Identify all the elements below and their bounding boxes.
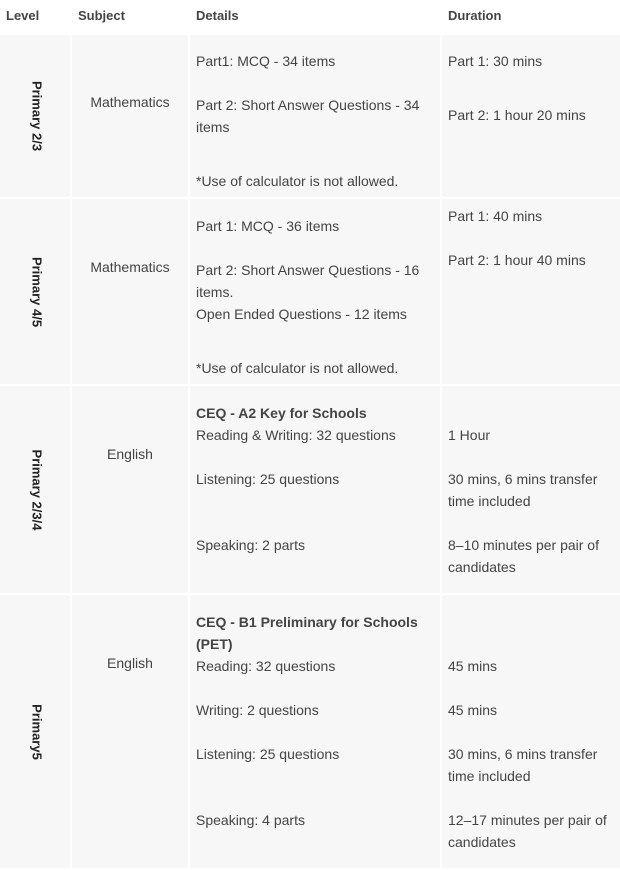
subject-label: Mathematics bbox=[90, 259, 170, 275]
details-line: Open Ended Questions - 12 items bbox=[196, 306, 407, 322]
details-line: Reading: 32 questions bbox=[196, 658, 336, 674]
duration-line: 8–10 minutes per pair of bbox=[448, 537, 599, 553]
details-title: (PET) bbox=[196, 636, 233, 652]
details-cell bbox=[190, 199, 440, 384]
duration-cell bbox=[442, 35, 620, 197]
table-row bbox=[0, 386, 620, 593]
duration-cell bbox=[442, 199, 620, 384]
duration-line: Part 1: 40 mins bbox=[448, 208, 543, 224]
duration-line: Part 1: 30 mins bbox=[448, 53, 543, 69]
details-line: Reading & Writing: 32 questions bbox=[196, 427, 396, 443]
details-line: Writing: 2 questions bbox=[196, 702, 319, 718]
details-line: Part 2: Short Answer Questions - 34 bbox=[196, 97, 420, 113]
details-line: items. bbox=[196, 284, 234, 300]
duration-line: time included bbox=[448, 493, 531, 509]
duration-line: 30 mins, 6 mins transfer bbox=[448, 746, 598, 762]
level-label: Primary 2/3/4 bbox=[29, 449, 45, 530]
details-line: Speaking: 4 parts bbox=[196, 812, 305, 828]
duration-line: Part 2: 1 hour 40 mins bbox=[448, 252, 586, 268]
duration-line: candidates bbox=[448, 834, 516, 850]
duration-cell bbox=[442, 386, 620, 593]
details-title: CEQ - A2 Key for Schools bbox=[196, 405, 367, 421]
duration-line: 30 mins, 6 mins transfer bbox=[448, 471, 598, 487]
subject-cell bbox=[72, 595, 188, 868]
level-cell bbox=[0, 35, 70, 197]
duration-cell bbox=[442, 595, 620, 868]
details-note: *Use of calculator is not allowed. bbox=[196, 360, 399, 376]
details-line: items bbox=[196, 119, 230, 135]
details-cell bbox=[190, 35, 440, 197]
level-label: Primary5 bbox=[29, 703, 45, 760]
subject-cell bbox=[72, 199, 188, 384]
level-cell bbox=[0, 595, 70, 868]
details-line: Listening: 25 questions bbox=[196, 471, 340, 487]
details-line: Listening: 25 questions bbox=[196, 746, 340, 762]
table-row bbox=[0, 199, 620, 384]
duration-line: 12–17 minutes per pair of bbox=[448, 812, 607, 828]
duration-line: 45 mins bbox=[448, 658, 498, 674]
table-row bbox=[0, 35, 620, 197]
duration-line: time included bbox=[448, 768, 531, 784]
details-title: CEQ - B1 Preliminary for Schools bbox=[196, 614, 418, 630]
header-details: Details bbox=[196, 8, 239, 23]
subject-label: English bbox=[107, 655, 153, 671]
duration-line: candidates bbox=[448, 559, 516, 575]
subject-cell bbox=[72, 386, 188, 593]
level-cell bbox=[0, 199, 70, 384]
subject-label: English bbox=[107, 446, 153, 462]
details-cell bbox=[190, 386, 440, 593]
duration-line: Part 2: 1 hour 20 mins bbox=[448, 107, 586, 123]
details-note: *Use of calculator is not allowed. bbox=[196, 173, 399, 189]
subject-cell bbox=[72, 35, 188, 197]
details-line: Part 2: Short Answer Questions - 16 bbox=[196, 262, 420, 278]
details-line: Part1: MCQ - 34 items bbox=[196, 53, 336, 69]
table-row bbox=[0, 595, 620, 868]
level-cell bbox=[0, 386, 70, 593]
header-level: Level bbox=[6, 8, 40, 23]
details-cell bbox=[190, 595, 440, 868]
table-header bbox=[0, 0, 620, 35]
duration-line: 1 Hour bbox=[448, 427, 491, 443]
level-label: Primary 4/5 bbox=[29, 256, 45, 327]
details-line: Speaking: 2 parts bbox=[196, 537, 305, 553]
details-line: Part 1: MCQ - 36 items bbox=[196, 218, 340, 234]
header-subject: Subject bbox=[78, 8, 125, 23]
header-duration: Duration bbox=[448, 8, 502, 23]
level-label: Primary 2/3 bbox=[29, 80, 45, 152]
duration-line: 45 mins bbox=[448, 702, 498, 718]
subject-label: Mathematics bbox=[90, 94, 170, 110]
